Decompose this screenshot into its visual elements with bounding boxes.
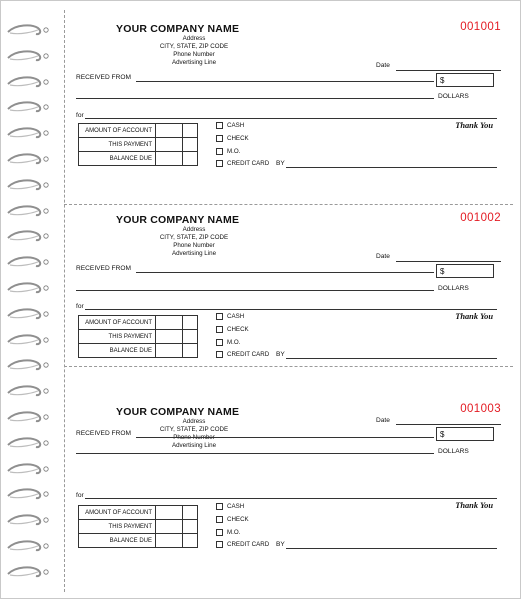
checkbox[interactable]	[216, 503, 223, 510]
account-row-label: AMOUNT OF ACCOUNT	[79, 506, 156, 520]
checkbox[interactable]	[216, 313, 223, 320]
signature-line[interactable]	[286, 358, 497, 359]
checkbox[interactable]	[216, 529, 223, 536]
spiral-coil	[6, 75, 50, 89]
account-row-label: THIS PAYMENT	[79, 330, 156, 344]
company-city-state-zip: CITY, STATE, ZIP CODE	[159, 426, 229, 433]
option-label: CHECK	[227, 135, 249, 143]
amount-cell[interactable]	[156, 330, 183, 344]
received-from-line[interactable]	[136, 272, 434, 273]
credit-card-option[interactable]	[216, 351, 269, 358]
checkbox[interactable]	[216, 148, 223, 155]
company-phone: Phone Number	[173, 434, 215, 441]
company-advertising-line: Advertising Line	[171, 442, 217, 449]
cents-cell[interactable]	[183, 506, 198, 520]
date-line[interactable]	[396, 70, 501, 71]
by-label: BY	[276, 351, 285, 358]
checkbox[interactable]	[216, 351, 223, 358]
account-table	[78, 505, 198, 548]
account-row-label: BALANCE DUE	[79, 534, 156, 548]
spiral-coil	[6, 487, 50, 501]
amount-cell[interactable]	[156, 316, 183, 330]
signature-line[interactable]	[286, 548, 497, 549]
option-label: CASH	[227, 313, 245, 321]
spiral-coil	[6, 462, 50, 476]
dollar-sign: $	[440, 267, 445, 276]
spiral-coil	[6, 100, 50, 114]
received-from-line[interactable]	[136, 437, 434, 438]
receipt-1	[64, 10, 513, 205]
checkbox[interactable]	[216, 135, 223, 142]
table-row	[79, 344, 198, 358]
company-advertising-line: Advertising Line	[171, 59, 217, 66]
checkbox[interactable]	[216, 326, 223, 333]
spiral-coil	[6, 281, 50, 295]
option-label: CHECK	[227, 326, 249, 334]
option-label: CASH	[227, 503, 245, 511]
cents-cell[interactable]	[183, 316, 198, 330]
amount-cell[interactable]	[156, 138, 183, 152]
table-row	[79, 138, 198, 152]
receipt-3	[64, 367, 513, 592]
company-city-state-zip: CITY, STATE, ZIP CODE	[159, 43, 229, 50]
spiral-coil	[6, 410, 50, 424]
cents-cell[interactable]	[183, 138, 198, 152]
check-option[interactable]	[216, 135, 249, 142]
amount-cell[interactable]	[156, 344, 183, 358]
account-table	[78, 123, 198, 166]
company-address: Address	[182, 418, 206, 425]
for-label: for	[76, 492, 84, 499]
company-advertising-line: Advertising Line	[171, 250, 217, 257]
thank-you-text: Thank You	[455, 121, 493, 130]
spiral-coil	[6, 565, 50, 579]
company-name: YOUR COMPANY NAME	[116, 23, 240, 35]
account-table	[78, 315, 198, 358]
by-label: BY	[276, 541, 285, 548]
signature-line[interactable]	[286, 167, 497, 168]
option-label: CREDIT CARD	[227, 351, 270, 359]
receipt-number: 001003	[460, 403, 501, 415]
for-label: for	[76, 303, 84, 310]
amount-cell[interactable]	[156, 534, 183, 548]
cents-cell[interactable]	[183, 152, 198, 166]
written-amount-line[interactable]	[76, 290, 434, 291]
thank-you-text: Thank You	[455, 312, 493, 321]
company-name: YOUR COMPANY NAME	[116, 406, 240, 418]
company-block	[64, 23, 284, 67]
cash-option[interactable]	[216, 313, 244, 320]
cents-cell[interactable]	[183, 124, 198, 138]
received-from-label: RECEIVED FROM	[76, 74, 131, 81]
received-from-label: RECEIVED FROM	[76, 430, 131, 437]
checkbox[interactable]	[216, 541, 223, 548]
option-label: CREDIT CARD	[227, 541, 270, 549]
spiral-coil	[6, 152, 50, 166]
receipt-number: 001002	[460, 212, 501, 224]
check-option[interactable]	[216, 516, 249, 523]
dollars-label: DOLLARS	[438, 93, 469, 100]
received-from-label: RECEIVED FROM	[76, 265, 131, 272]
company-phone: Phone Number	[173, 242, 215, 249]
table-row	[79, 520, 198, 534]
table-row	[79, 506, 198, 520]
spiral-coil	[6, 333, 50, 347]
dollar-sign: $	[440, 76, 445, 85]
by-label: BY	[276, 160, 285, 167]
table-row	[79, 152, 198, 166]
account-row-label: AMOUNT OF ACCOUNT	[79, 316, 156, 330]
cents-cell[interactable]	[183, 534, 198, 548]
dollars-label: DOLLARS	[438, 448, 469, 455]
receipt-2	[64, 205, 513, 367]
date-line[interactable]	[396, 261, 501, 262]
for-line[interactable]	[85, 118, 497, 119]
table-row	[79, 534, 198, 548]
cash-option[interactable]	[216, 503, 244, 510]
account-row-label: THIS PAYMENT	[79, 138, 156, 152]
spiral-coil	[6, 307, 50, 321]
table-row	[79, 124, 198, 138]
spiral-coil	[6, 204, 50, 218]
received-from-line[interactable]	[136, 81, 434, 82]
amount-cell[interactable]	[156, 520, 183, 534]
checkbox[interactable]	[216, 160, 223, 167]
dollars-label: DOLLARS	[438, 285, 469, 292]
checkbox[interactable]	[216, 516, 223, 523]
company-block	[64, 214, 284, 258]
receipt-number: 001001	[460, 21, 501, 33]
amount-box[interactable]	[436, 73, 494, 87]
for-line[interactable]	[85, 309, 497, 310]
written-amount-line[interactable]	[76, 98, 434, 99]
option-label: M.O.	[227, 339, 241, 347]
date-line[interactable]	[396, 424, 501, 425]
spiral-coil	[6, 178, 50, 192]
account-row-label: BALANCE DUE	[79, 152, 156, 166]
cents-cell[interactable]	[183, 344, 198, 358]
spiral-coil	[6, 358, 50, 372]
for-line[interactable]	[85, 498, 497, 499]
company-city-state-zip: CITY, STATE, ZIP CODE	[159, 234, 229, 241]
account-row-label: BALANCE DUE	[79, 344, 156, 358]
checkbox[interactable]	[216, 122, 223, 129]
cash-option[interactable]	[216, 122, 244, 129]
option-label: CREDIT CARD	[227, 160, 270, 168]
written-amount-line[interactable]	[76, 453, 434, 454]
cents-cell[interactable]	[183, 330, 198, 344]
spiral-coil	[6, 384, 50, 398]
date-label: Date	[376, 417, 390, 424]
checkbox[interactable]	[216, 339, 223, 346]
spiral-coil	[6, 49, 50, 63]
company-block	[64, 406, 284, 450]
cents-cell[interactable]	[183, 520, 198, 534]
credit-card-option[interactable]	[216, 541, 269, 548]
option-label: CHECK	[227, 516, 249, 524]
company-address: Address	[182, 35, 206, 42]
spiral-coil	[6, 513, 50, 527]
account-row-label: THIS PAYMENT	[79, 520, 156, 534]
option-label: M.O.	[227, 529, 241, 537]
spiral-coil	[6, 436, 50, 450]
spiral-coil	[6, 255, 50, 269]
money-order-option[interactable]	[216, 529, 240, 536]
date-label: Date	[376, 253, 390, 260]
thank-you-text: Thank You	[455, 501, 493, 510]
option-label: M.O.	[227, 148, 241, 156]
table-row	[79, 330, 198, 344]
money-order-option[interactable]	[216, 148, 240, 155]
company-name: YOUR COMPANY NAME	[116, 214, 240, 226]
company-phone: Phone Number	[173, 51, 215, 58]
account-row-label: AMOUNT OF ACCOUNT	[79, 124, 156, 138]
amount-box[interactable]	[436, 427, 494, 441]
dollar-sign: $	[440, 430, 445, 439]
amount-cell[interactable]	[156, 124, 183, 138]
option-label: CASH	[227, 122, 245, 130]
spiral-coil	[6, 539, 50, 553]
spiral-coil	[6, 126, 50, 140]
amount-cell[interactable]	[156, 152, 183, 166]
money-order-option[interactable]	[216, 339, 240, 346]
spiral-coil	[6, 229, 50, 243]
check-option[interactable]	[216, 326, 249, 333]
spiral-coil	[6, 23, 50, 37]
amount-cell[interactable]	[156, 506, 183, 520]
table-row	[79, 316, 198, 330]
for-label: for	[76, 112, 84, 119]
date-label: Date	[376, 62, 390, 69]
company-address: Address	[182, 226, 206, 233]
credit-card-option[interactable]	[216, 160, 269, 167]
amount-box[interactable]	[436, 264, 494, 278]
